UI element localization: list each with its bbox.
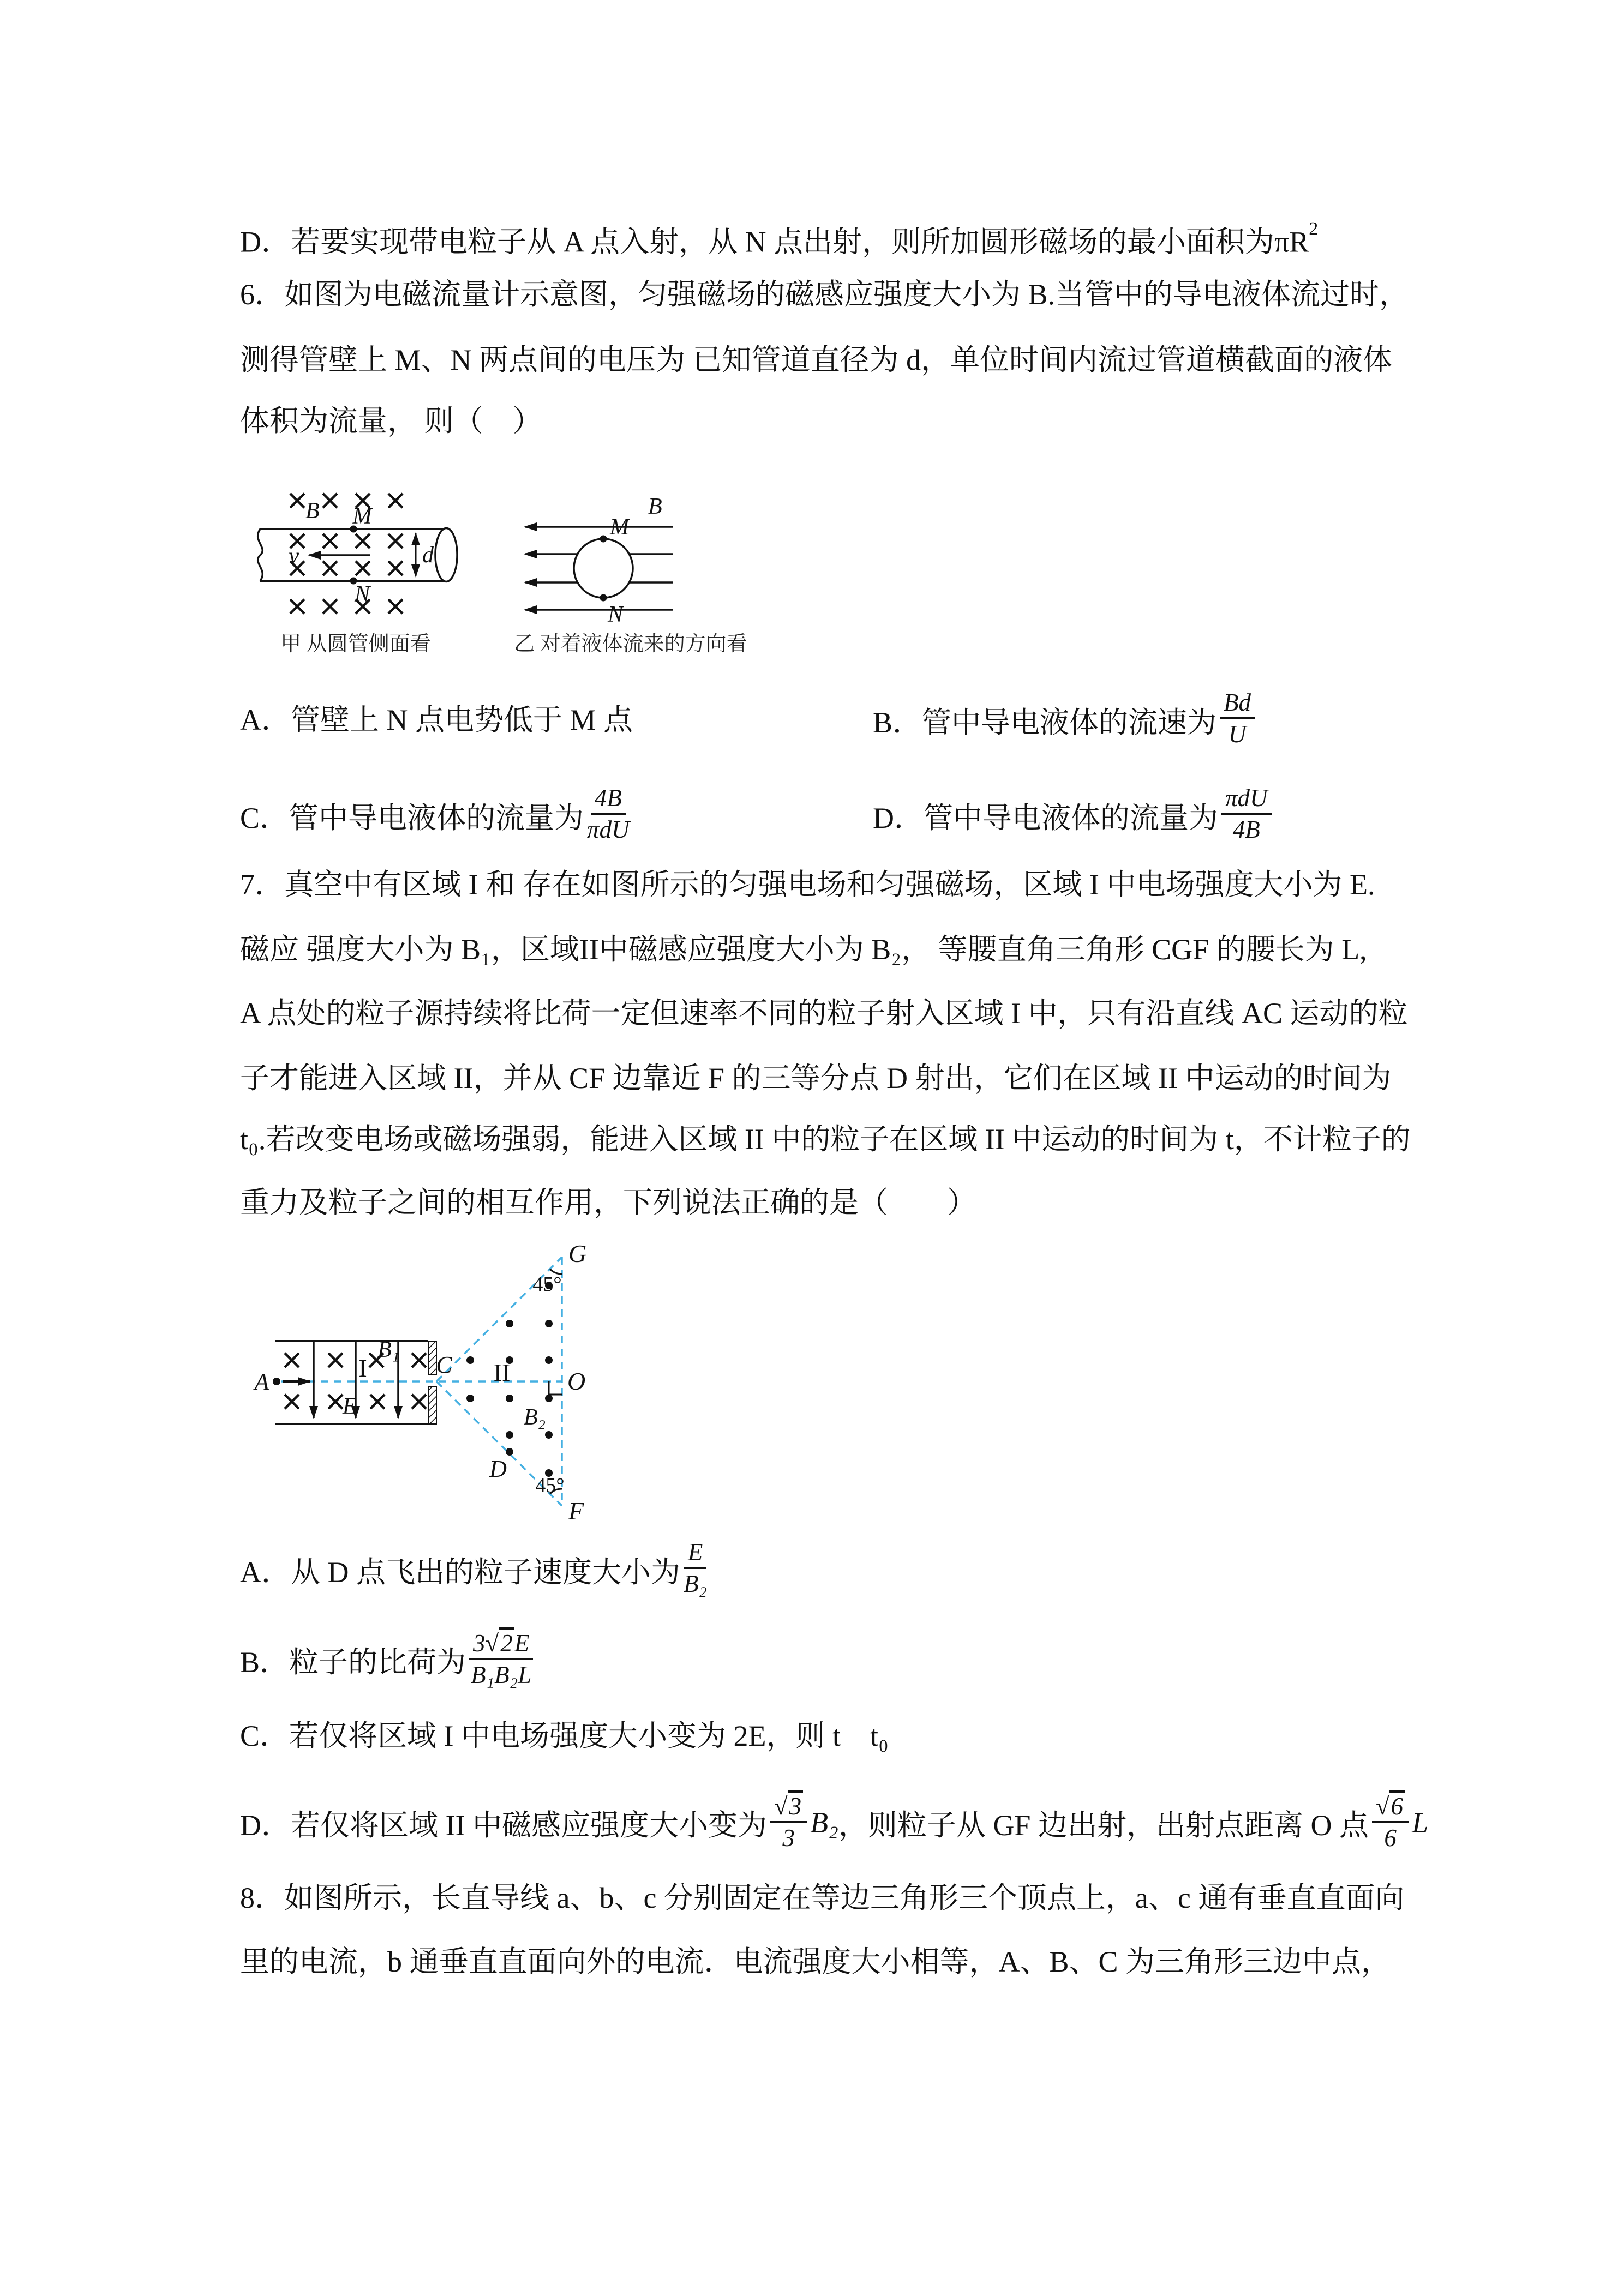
fraction-denominator: 4B (1232, 816, 1260, 843)
fraction-numerator: 3 √ 2 E (469, 1627, 533, 1660)
q6-option-d (873, 774, 1275, 856)
radical-sign: √ (1375, 1792, 1389, 1820)
q7-stem-line-2: 磁应 强度大小为 B₁，区域II中磁感应强度大小为 B₂， 等腰直角三角形 CGF 的腰长为 L, (240, 933, 1367, 966)
fraction-numerator: 4B (591, 784, 626, 815)
q6-option-b (873, 682, 1258, 758)
radical-sign: √ (485, 1629, 499, 1657)
q7-option-d-fraction-1 (770, 1790, 807, 1852)
label-g: G (568, 1240, 587, 1267)
q6-stem-line-3: 体积为流量， 则（ ） (240, 405, 542, 437)
q7-option-d-mid: ，则粒子从 GF 边出射，出射点距离 O 点 (838, 1808, 1369, 1842)
q6-stem-line-1: 6．如图为电磁流量计示意图，匀强磁场的磁感应强度大小为 B.当管中的导电液体流过时， (240, 278, 1409, 311)
q6-flowmeter-figure (245, 485, 846, 665)
q7-option-b-label: B．粒子的比荷为 (240, 1645, 466, 1679)
electrode-n-dot-front (600, 594, 607, 602)
fraction-numerator: πdU (1221, 784, 1272, 815)
q6-option-c-fraction (587, 784, 630, 844)
side-view-b-label: B (305, 498, 320, 524)
label-c: C (436, 1351, 452, 1378)
front-view-n-label: N (608, 602, 624, 627)
label-region-one: I (358, 1354, 367, 1382)
region-boundary-dashed-lines (281, 1257, 565, 1506)
q8-stem-line-2: 里的电流，b 通垂直直面向外的电流．电流强度大小相等，A、B、C 为三角形三边中点， (240, 1945, 1391, 1978)
q7-option-d-b2: B₂ (810, 1806, 838, 1839)
q7-stem-line-6: 重力及粒子之间的相互作用，下列说法正确的是（ ） (240, 1186, 976, 1219)
fraction-denominator: U (1228, 720, 1247, 748)
pipe-cross-section-circle (574, 539, 633, 598)
label-a: A (254, 1368, 269, 1395)
q7-option-d-fraction-2 (1372, 1790, 1409, 1852)
q7-option-b-fraction (469, 1627, 533, 1689)
fraction-numerator: E (684, 1538, 707, 1569)
q6-option-c-label: C．管中导电液体的流量为 (240, 801, 584, 834)
pipe-front-view (525, 527, 673, 610)
label-e: E (343, 1394, 357, 1419)
label-o: O (567, 1367, 586, 1395)
fraction-denominator: 6 (1384, 1824, 1397, 1852)
side-view-n-label: N (354, 582, 370, 607)
label-angle-top: 45° (532, 1273, 562, 1296)
side-view-caption: 甲 从圆管侧面看 (280, 633, 431, 656)
q8-stem-line-1: 8．如图所示，长直导线 a、b、c 分别固定在等边三角形三个顶点上，a、c 通有垂直直面向 (240, 1882, 1405, 1914)
q5-option-d-superscript: 2 (1309, 219, 1319, 239)
fraction-denominator: B₁B₂L (470, 1661, 532, 1688)
fraction-denominator: 3 (782, 1824, 795, 1852)
q6-option-b-label: B．管中导电液体的流速为 (873, 706, 1217, 739)
side-view-v-label: v (289, 544, 299, 569)
fraction-numerator: Bd (1220, 689, 1255, 719)
front-view-m-label: M (610, 515, 629, 540)
radicand: 2 (499, 1627, 514, 1657)
fraction-numerator (1372, 1790, 1409, 1823)
pipe-end-ellipse (435, 528, 457, 582)
q7-option-d-label: D．若仅将区域 II 中磁感应强度大小变为 (240, 1808, 767, 1842)
right-angle-mark-o (549, 1381, 562, 1395)
side-view-m-label: M (352, 504, 372, 529)
fraction-denominator: B₂ (684, 1570, 708, 1597)
electrode-m-dot-front (600, 536, 607, 543)
q7-stem-line-4: 子才能进入区域 II，并从 CF 边靠近 F 的三等分点 D 射出，它们在区域 II 中运动的时间为 (240, 1062, 1392, 1095)
radicand: 6 (1389, 1790, 1405, 1820)
q6-option-c (240, 774, 633, 856)
q6-option-d-label: D．管中导电液体的流量为 (873, 801, 1218, 834)
q7-option-d-l: L (1412, 1806, 1429, 1839)
particle-source-a-dot (273, 1378, 280, 1385)
fraction-numerator (770, 1790, 807, 1823)
radicand: 3 (788, 1790, 804, 1820)
label-f: F (568, 1497, 584, 1525)
front-view-caption: 乙 对着液体流来的方向看 (514, 633, 747, 656)
q7-option-a-label: A．从 D 点飞出的粒子速度大小为 (240, 1555, 680, 1589)
label-angle-bottom: 45° (535, 1474, 565, 1497)
q7-option-c: C．若仅将区域 I 中电场强度大小变为 2E，则 t t₀ (240, 1720, 889, 1752)
q5-option-d (240, 210, 1318, 261)
label-region-two: II (493, 1359, 511, 1386)
side-view-d-label: d (422, 543, 434, 568)
label-b2: B₂ (523, 1405, 546, 1430)
screen-hatched-bottom (428, 1387, 436, 1424)
q7-option-a-fraction (684, 1538, 707, 1598)
q7-stem-line-1: 7．真空中有区域 I 和 存在如图所示的匀强电场和匀强磁场，区域 I 中电场强度大小为 E. (240, 868, 1375, 901)
exit-point-d-dot (506, 1448, 513, 1456)
b-field-into-page-crosses-bottom (290, 599, 403, 614)
q7-option-a (240, 1531, 710, 1608)
q6-stem-line-2: 测得管壁上 M、N 两点间的电压为 已知管道直径为 d，单位时间内流过管道横截面的液体 (240, 344, 1393, 376)
q7-field-regions-figure (240, 1238, 622, 1549)
q7-stem-line-3: A 点处的粒子源持续将比荷一定但速率不同的粒子射入区域 I 中，只有沿直线 AC 运动的粒 (240, 997, 1408, 1030)
label-b1: B₁ (377, 1337, 400, 1362)
q6-option-b-fraction (1220, 689, 1255, 748)
label-d: D (489, 1456, 507, 1482)
fraction-denominator: πdU (587, 816, 630, 843)
q7-stem-line-5: t₀.若改变电场或磁场强弱，能进入区域 II 中的粒子在区域 II 中运动的时间为 t，不计粒子的 (240, 1123, 1411, 1156)
screen-hatched-top (428, 1341, 436, 1375)
q5-option-d-text: D．若要实现带电粒子从 A 点入射，从 N 点出射，则所加圆形磁场的最小面积为πR (240, 225, 1309, 259)
radical-sign: √ (774, 1792, 788, 1820)
q7-option-d (240, 1779, 1428, 1866)
q7-option-b (240, 1619, 536, 1700)
pipe-broken-end (258, 529, 263, 581)
front-view-b-label: B (648, 494, 662, 519)
q6-option-d-fraction (1221, 784, 1272, 844)
q6-option-a: A．管壁上 N 点电势低于 M 点 (240, 704, 633, 736)
